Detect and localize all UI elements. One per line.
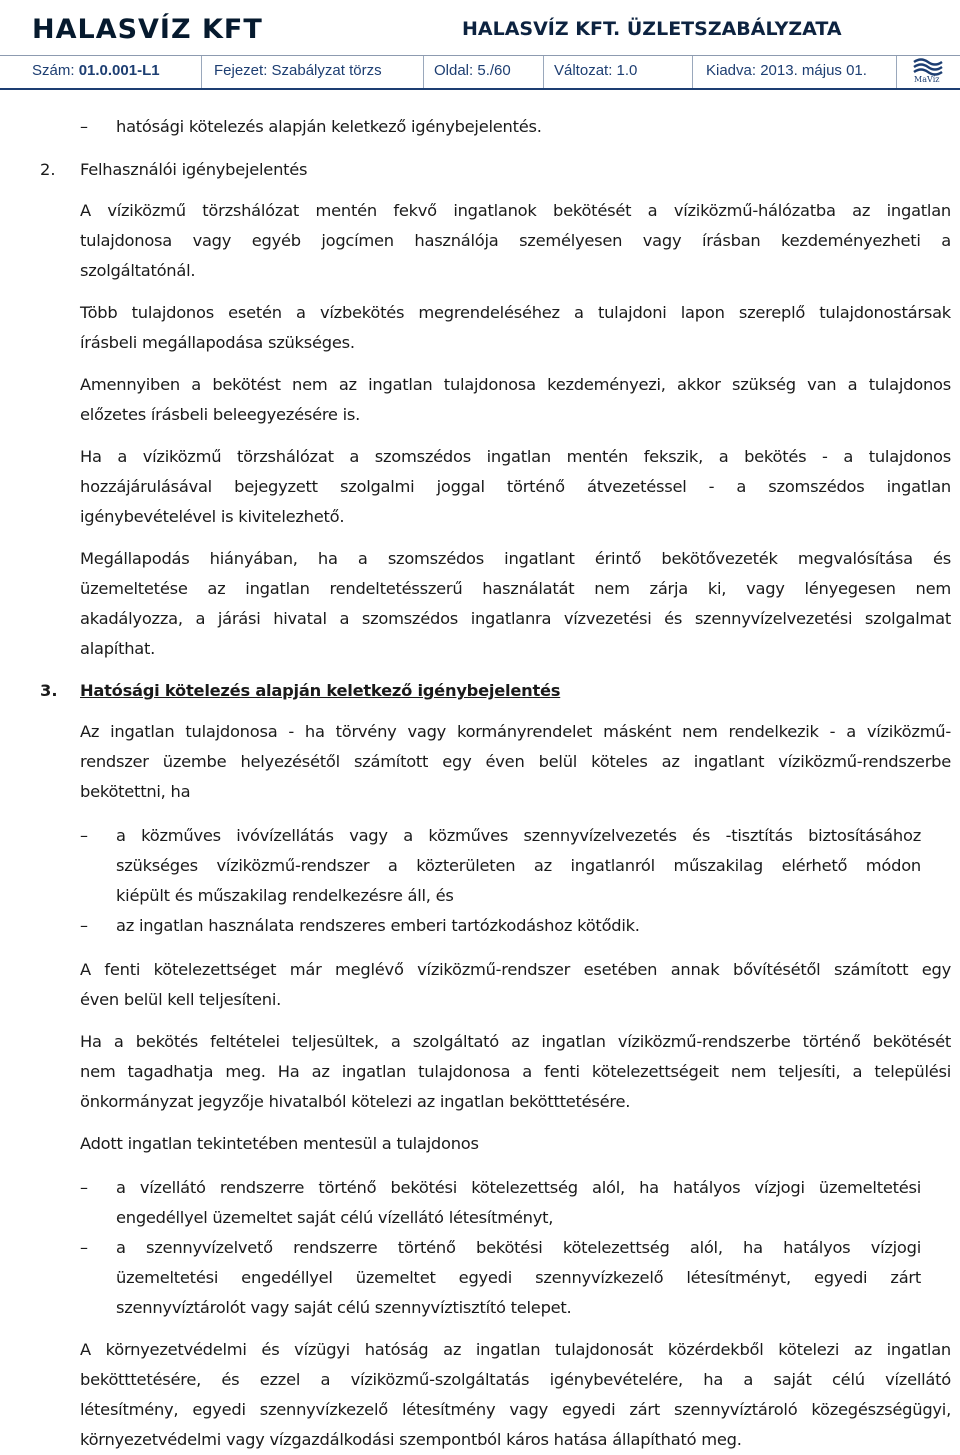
section-3-number: 3. bbox=[40, 681, 58, 700]
section-2-heading: Felhasználói igénybejelentés bbox=[80, 160, 308, 179]
list-item-line: kiépült és műszakilag rendelkezésre áll, és bbox=[116, 886, 454, 905]
paragraph-line: Megállapodás hiányában, ha a szomszédos ingatlant érintő bekötővezeték megvalósítása és bbox=[80, 549, 951, 568]
list-dash: – bbox=[80, 1178, 88, 1197]
header-separator bbox=[201, 56, 202, 88]
list-item-line: a szennyvízelvető rendszerre történő bekötési kötelezettség alól, ha hatályos vízjogi bbox=[116, 1238, 921, 1257]
section-3-heading: Hatósági kötelezés alapján keletkező igénybejelentés bbox=[80, 681, 561, 700]
doc-issue-date: Kiadva: 2013. május 01. bbox=[706, 62, 867, 79]
doc-number: Szám: 01.0.001-L1 bbox=[32, 62, 160, 79]
list-dash: – bbox=[80, 1238, 88, 1257]
paragraph-line: bekötttetésére, és ezzel a víziközmű-szolgáltatás igénybevételére, ha a saját célú vízellátó bbox=[80, 1370, 951, 1389]
document-header bbox=[0, 0, 960, 88]
document-title: HALASVÍZ KFT. ÜZLETSZABÁLYZATA bbox=[462, 18, 842, 40]
paragraph-line: előzetes írásbeli beleegyezésére is. bbox=[80, 405, 361, 424]
logo-wordmark: MaVíz bbox=[914, 75, 940, 84]
list-dash: – bbox=[80, 117, 88, 136]
list-item-line: a közműves ivóvízellátás vagy a közműves szennyvízelvezetés és -tisztítás biztosításához bbox=[116, 826, 921, 845]
section-2-number: 2. bbox=[40, 160, 56, 179]
list-item-line: üzemeltetési engedéllyel üzemeltet egyedi szennyvízkezelő létesítményt, egyedi zárt bbox=[116, 1268, 921, 1287]
paragraph-line: hozzájárulásával bejegyzett szolgalmi joggal történő átvezetéssel - a szomszédos ingatlan bbox=[80, 477, 951, 496]
doc-page: Oldal: 5./60 bbox=[434, 62, 511, 79]
doc-chapter: Fejezet: Szabályzat törzs bbox=[214, 62, 382, 79]
paragraph-line: alapíthat. bbox=[80, 639, 156, 658]
paragraph-line: bekötettni, ha bbox=[80, 782, 191, 801]
list-item-line: szennyvíztárolót vagy saját célú szennyvíztisztító telepet. bbox=[116, 1298, 572, 1317]
header-separator bbox=[896, 56, 897, 88]
paragraph-line: környezetvédelmi vagy vízgazdálkodási szempontból káros hatása állapítható meg. bbox=[80, 1430, 742, 1449]
list-item-line: szükséges víziközmű-rendszer a közterületen az ingatlanról műszakilag elérhető módon bbox=[116, 856, 921, 875]
paragraph-line: Adott ingatlan tekintetében mentesül a tulajdonos bbox=[80, 1134, 479, 1153]
paragraph-line: igénybevételével is kivitelezhető. bbox=[80, 507, 345, 526]
paragraph-line: létesítmény, egyedi szennyvízkezelő létesítmény vagy egyedi zárt szennyvíztároló közegészségügyi, bbox=[80, 1400, 951, 1419]
paragraph-line: akadályozza, a járási hivatal a szomszédos ingatlanra vízvezetési és szennyvízelvezetési szolgalmat bbox=[80, 609, 951, 628]
header-separator bbox=[692, 56, 693, 88]
paragraph-line: Ha a víziközmű törzshálózat a szomszédos ingatlan mentén fekszik, a bekötés - a tulajdonos bbox=[80, 447, 951, 466]
header-bottom-border bbox=[0, 88, 960, 90]
header-meta-row bbox=[0, 56, 960, 88]
paragraph-line: tulajdonosa vagy egyéb jogcímen használója személyesen vagy írásban kezdeményezheti a bbox=[80, 231, 951, 250]
paragraph-line: Több tulajdonos esetén a vízbekötés megrendeléséhez a tulajdoni lapon szereplő tulajdonostársak bbox=[80, 303, 951, 322]
paragraph-line: nem tagadhatja meg. Ha az ingatlan tulajdonosa a fenti kötelezettségeit nem teljesíti, a települési bbox=[80, 1062, 951, 1081]
paragraph-line: üzemeltetése az ingatlan rendeltetésszerű használatát nem zárja ki, vagy lényegesen nem bbox=[80, 579, 951, 598]
top-list-item: hatósági kötelezés alapján keletkező igénybejelentés. bbox=[116, 117, 542, 136]
paragraph-line: Amennyiben a bekötést nem az ingatlan tulajdonosa kezdeményezi, akkor szükség van a tulajdonos bbox=[80, 375, 951, 394]
paragraph-line: A környezetvédelmi és vízügyi hatóság az ingatlan tulajdonosát közérdekből kötelezi az ingatlan bbox=[80, 1340, 951, 1359]
doc-version: Változat: 1.0 bbox=[554, 62, 638, 79]
paragraph-line: rendszer üzembe helyezésétől számított egy éven belül köteles az ingatlant víziközmű-rendszerbe bbox=[80, 752, 951, 771]
paragraph-line: éven belül kell teljesíteni. bbox=[80, 990, 282, 1009]
company-brand: HALASVÍZ KFT bbox=[32, 14, 263, 45]
paragraph-line: A fenti kötelezettséget már meglévő víziközmű-rendszer esetében annak bővítésétől számított egy bbox=[80, 960, 951, 979]
list-item-line: engedéllyel üzemeltet saját célú vízellátó létesítményt, bbox=[116, 1208, 554, 1227]
paragraph-line: Ha a bekötés feltételei teljesültek, a szolgáltató az ingatlan víziközmű-rendszerbe történő bekötését bbox=[80, 1032, 951, 1051]
list-item-line: a vízellátó rendszerre történő bekötési kötelezettség alól, ha hatályos vízjogi üzemeltetési bbox=[116, 1178, 921, 1197]
list-dash: – bbox=[80, 916, 88, 935]
paragraph-line: szolgáltatónál. bbox=[80, 261, 196, 280]
paragraph-line: írásbeli megállapodása szükséges. bbox=[80, 333, 355, 352]
paragraph-line: önkormányzat jegyzője hivatalból kötelezi az ingatlan bekötttetésére. bbox=[80, 1092, 631, 1111]
list-dash: – bbox=[80, 826, 88, 845]
header-separator bbox=[543, 56, 544, 88]
list-item-line: az ingatlan használata rendszeres emberi tartózkodáshoz kötődik. bbox=[116, 916, 640, 935]
paragraph-line: Az ingatlan tulajdonosa - ha törvény vagy kormányrendelet másként nem rendelkezik - a víziközmű- bbox=[80, 722, 951, 741]
header-separator bbox=[423, 56, 424, 88]
paragraph-line: A víziközmű törzshálózat mentén fekvő ingatlanok bekötését a víziközmű-hálózatba az ingatlan bbox=[80, 201, 951, 220]
